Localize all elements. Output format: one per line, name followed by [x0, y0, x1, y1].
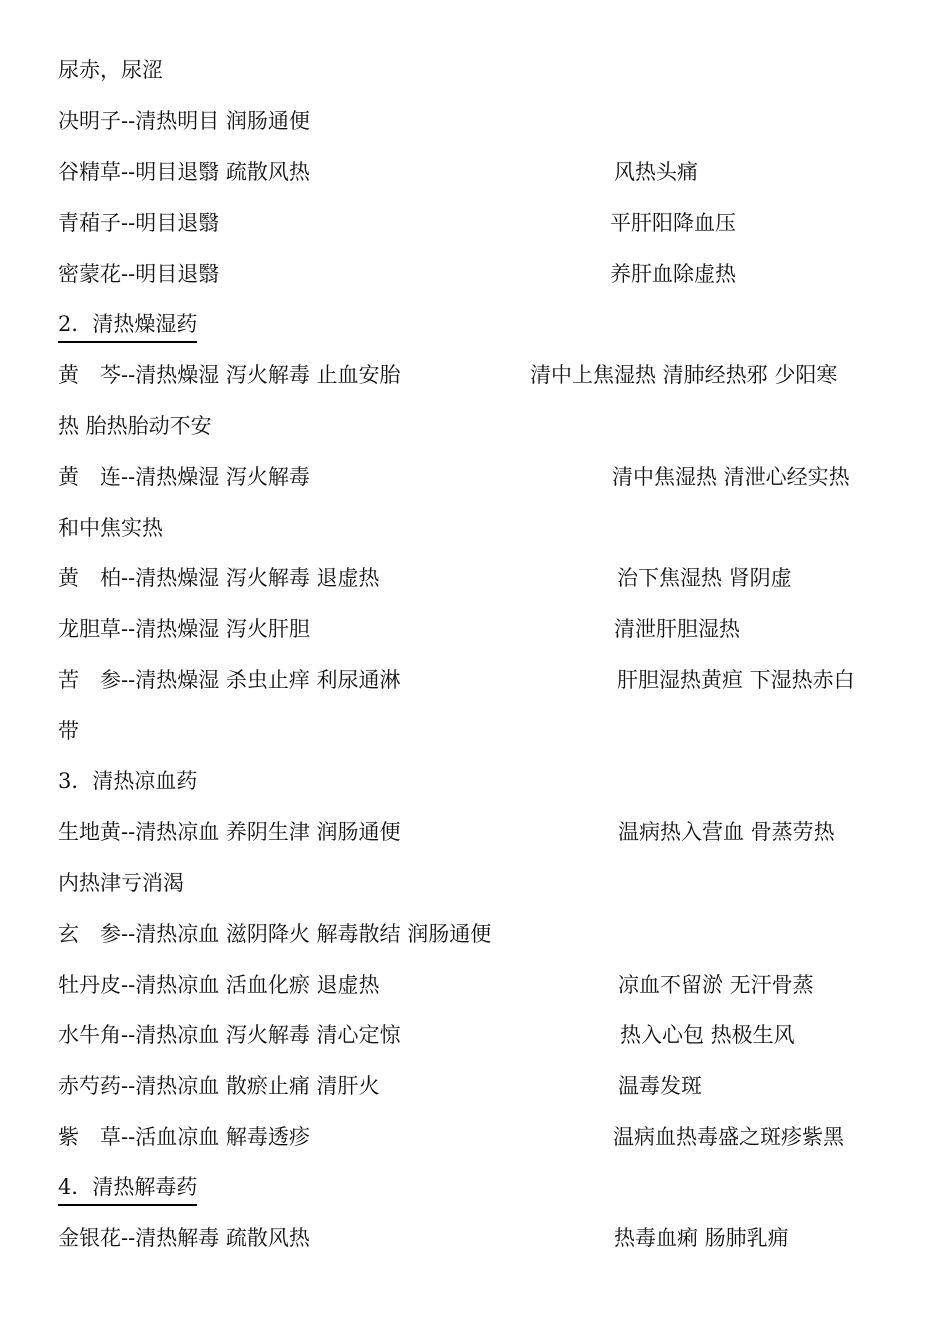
herb-note-longdan: 清泄肝胆湿热	[614, 617, 740, 641]
herb-entry-zicao: 紫 草--活血凉血 解毒透疹	[58, 1125, 310, 1149]
herb-entry-chishaoyao: 赤芍药--清热凉血 散瘀止痛 清肝火	[58, 1074, 380, 1098]
section-heading-2: 2．清热燥湿药	[58, 309, 197, 343]
herb-entry-shuiniujiao: 水牛角--清热凉血 泻火解毒 清心定惊	[58, 1023, 401, 1047]
herb-note-qingxiang: 平肝阳降血压	[610, 211, 736, 235]
herb-entry-longdan: 龙胆草--清热燥湿 泻火肝胆	[58, 617, 310, 641]
herb-note-kushen: 肝胆湿热黄疸 下湿热赤白	[617, 668, 855, 692]
text-line: 尿赤，尿涩	[58, 58, 163, 82]
herb-note-continuation: 热 胎热胎动不安	[58, 414, 212, 438]
herb-entry-huangbai: 黄 柏--清热燥湿 泻火解毒 退虚热	[58, 566, 380, 590]
herb-entry-xuanshen: 玄 参--清热凉血 滋阴降火 解毒散结 润肠通便	[58, 922, 492, 946]
herb-entry-shengdihuang: 生地黄--清热凉血 养阴生津 润肠通便	[58, 820, 401, 844]
herb-entry-kushen: 苦 参--清热燥湿 杀虫止痒 利尿通淋	[58, 668, 401, 692]
herb-note-huangqin: 清中上焦湿热 清肺经热邪 少阳寒	[530, 363, 838, 387]
herb-note-mimeng: 养肝血除虚热	[610, 262, 736, 286]
herb-entry-mudanpi: 牡丹皮--清热凉血 活血化瘀 退虚热	[58, 973, 380, 997]
herb-entry-huanglian: 黄 连--清热燥湿 泻火解毒	[58, 465, 310, 489]
herb-note-gujing: 风热头痛	[614, 160, 698, 184]
herb-note-shengdihuang: 温病热入营血 骨蒸劳热	[618, 820, 835, 844]
herb-note-huangbai: 治下焦湿热 肾阴虚	[617, 566, 792, 590]
herb-note-jinyinhua: 热毒血痢 肠肺乳痈	[614, 1226, 789, 1250]
section-heading-4: 4．清热解毒药	[58, 1172, 197, 1206]
herb-entry-huangqin: 黄 芩--清热燥湿 泻火解毒 止血安胎	[58, 363, 401, 387]
herb-note-continuation: 和中焦实热	[58, 516, 163, 540]
herb-note-continuation: 带	[58, 719, 79, 743]
herb-note-chishaoyao: 温毒发斑	[618, 1074, 702, 1098]
herb-entry-mimeng: 密蒙花--明目退翳	[58, 262, 220, 286]
herb-note-continuation: 内热津亏消渴	[58, 871, 184, 895]
herb-note-zicao: 温病血热毒盛之斑疹紫黑	[613, 1125, 844, 1149]
herb-note-shuiniujiao: 热入心包 热极生风	[620, 1023, 795, 1047]
herb-entry-qingxiang: 青葙子--明目退翳	[58, 211, 220, 235]
herb-note-mudanpi: 凉血不留淤 无汗骨蒸	[618, 973, 814, 997]
herb-entry-gujing: 谷精草--明目退翳 疏散风热	[58, 160, 310, 184]
section-heading-3: 3．清热凉血药	[58, 769, 198, 793]
herb-entry-jinyinhua: 金银花--清热解毒 疏散风热	[58, 1226, 310, 1250]
herb-entry-jueming: 决明子--清热明目 润肠通便	[58, 109, 310, 133]
herb-note-huanglian: 清中焦湿热 清泄心经实热	[612, 465, 850, 489]
